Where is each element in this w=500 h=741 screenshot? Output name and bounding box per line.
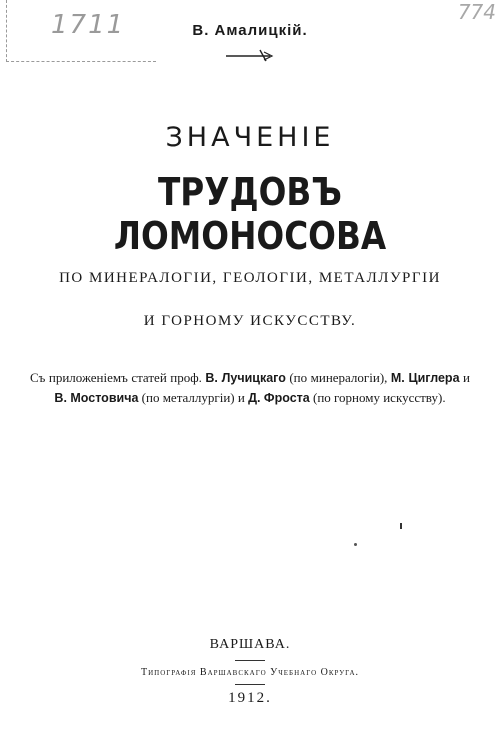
ink-speck: [400, 523, 402, 529]
appendix-text: и: [459, 370, 470, 385]
title-line-1: ЗНАЧЕНІЕ: [165, 122, 335, 153]
divider: [235, 660, 265, 661]
author-name: В. Амалицкій.: [192, 22, 308, 39]
title-line-2: ТРУДОВЪ ЛОМОНОСОВА: [113, 170, 387, 258]
divider: [235, 684, 265, 685]
imprint-printer: Типографія Варшавскаго Учебнаго Округа.: [140, 667, 360, 678]
subtitle-line-1: ПО МИНЕРАЛОГІИ, ГЕОЛОГІИ, МЕТАЛЛУРГІИ: [59, 270, 441, 286]
pen-mark-icon: [224, 48, 276, 62]
appendix-text: (по минералогіи),: [285, 370, 391, 385]
imprint-year: 1912.: [228, 690, 272, 706]
imprint-city: ВАРШАВА.: [209, 637, 291, 652]
contributor-name: М. Циглера: [390, 371, 460, 385]
stamp-shelfmark: 1711: [51, 10, 126, 40]
contributor-name: Д. Фроста: [248, 391, 310, 405]
appendix-text: (по горному искусству).: [309, 390, 446, 405]
corner-mark: 774: [457, 0, 496, 24]
appendix-note: [30, 368, 470, 408]
ink-speck: [354, 543, 357, 546]
appendix-text: (по металлургіи) и: [138, 390, 249, 405]
contributor-name: В. Лучицкаго: [205, 371, 286, 385]
contributor-name: В. Мостовича: [54, 391, 139, 405]
appendix-text: Съ приложеніемъ статей проф.: [30, 370, 206, 385]
subtitle-line-2: И ГОРНОМУ ИСКУССТВУ.: [143, 313, 357, 329]
